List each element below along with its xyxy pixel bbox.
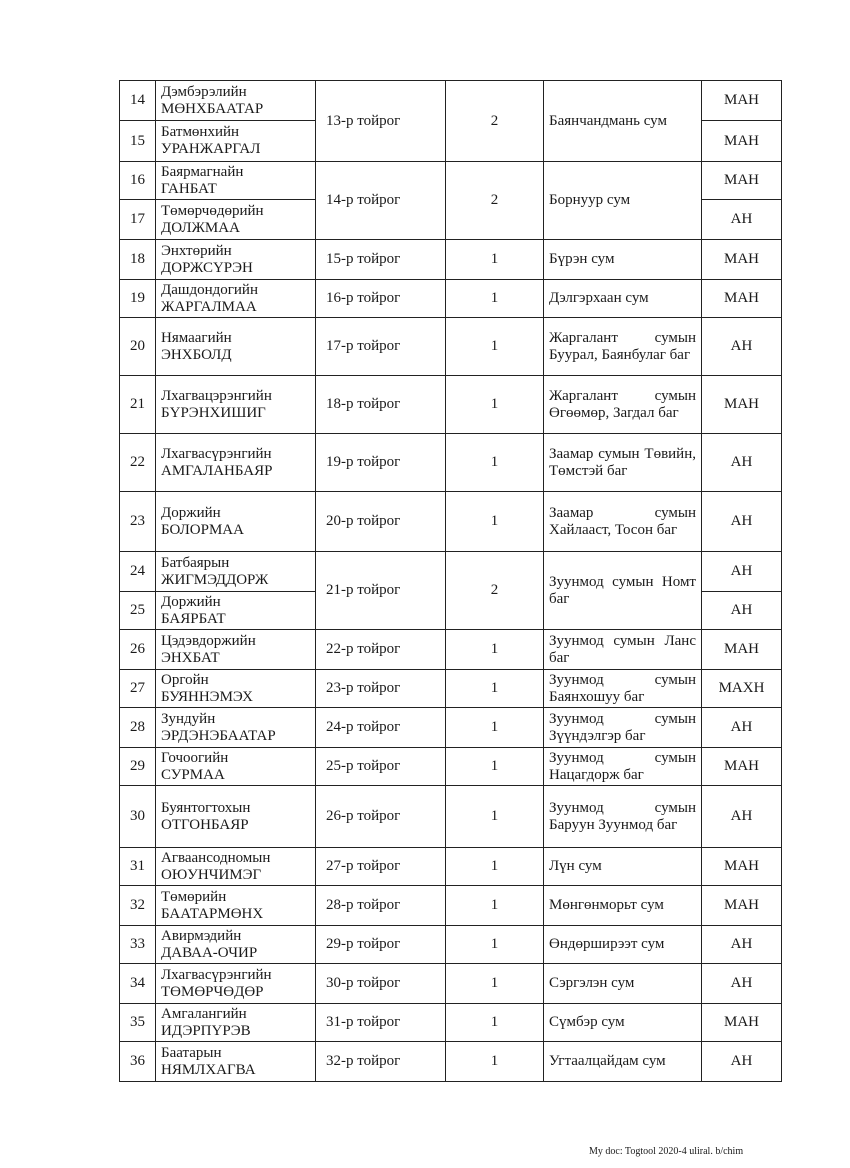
area-cell: Өндөрширээт сум [544,926,702,964]
candidate-name: Зундуйн ЭРДЭНЭБААТАР [156,708,316,748]
row-number: 30 [120,786,156,848]
row-number: 35 [120,1004,156,1042]
area-cell: Дэлгэрхаан сум [544,280,702,318]
party-cell: МАН [702,280,782,318]
seats-cell: 1 [446,1042,544,1082]
seats-cell: 1 [446,280,544,318]
district-cell: 22-р тойрог [316,630,446,670]
table-row [120,786,782,848]
area-cell: Мөнгөнморьт сум [544,886,702,926]
table-row [120,162,782,200]
row-number: 33 [120,926,156,964]
candidate-name: Гочоогийн СУРМАА [156,748,316,786]
seats-cell: 1 [446,926,544,964]
area-cell: Сүмбэр сум [544,1004,702,1042]
area-cell: Угтаалцайдам сум [544,1042,702,1082]
row-number: 23 [120,492,156,552]
district-cell: 18-р тойрог [316,376,446,434]
party-cell: МАН [702,1004,782,1042]
candidate-name: Цэдэвдоржийн ЭНХБАТ [156,630,316,670]
party-cell: АН [702,318,782,376]
district-cell: 19-р тойрог [316,434,446,492]
seats-cell: 1 [446,964,544,1004]
area-cell: Заамар сумын Төвийн, Төмстэй баг [544,434,702,492]
row-number: 36 [120,1042,156,1082]
seats-cell: 1 [446,376,544,434]
candidate-name: Лхагвацэрэнгийн БҮРЭНХИШИГ [156,376,316,434]
district-cell: 31-р тойрог [316,1004,446,1042]
row-number: 17 [120,200,156,240]
candidate-name: Энхтөрийн ДОРЖСҮРЭН [156,240,316,280]
party-cell: АН [702,926,782,964]
party-cell: АН [702,434,782,492]
candidate-name: Доржийн БАЯРБАТ [156,592,316,630]
area-cell: Жаргалант сумын Буурал, Баянбулаг баг [544,318,702,376]
candidate-name: Төмөрийн БААТАРМӨНХ [156,886,316,926]
district-cell: 24-р тойрог [316,708,446,748]
candidate-name: Амгалангийн ИДЭРПҮРЭВ [156,1004,316,1042]
candidate-name: Батбаярын ЖИГМЭДДОРЖ [156,552,316,592]
candidate-name: Баатарын НЯМЛХАГВА [156,1042,316,1082]
area-cell: Жаргалант сумын Өгөөмөр, Загдал баг [544,376,702,434]
candidate-name: Дэмбэрэлийн МӨНХБААТАР [156,81,316,121]
table-row [120,1042,782,1082]
area-cell: Заамар сумын Хайлааст, Тосон баг [544,492,702,552]
seats-cell: 2 [446,552,544,630]
party-cell: МАН [702,630,782,670]
seats-cell: 1 [446,240,544,280]
row-number: 16 [120,162,156,200]
candidate-name: Дашдондогийн ЖАРГАЛМАА [156,280,316,318]
row-number: 26 [120,630,156,670]
party-cell: МАН [702,81,782,121]
row-number: 27 [120,670,156,708]
district-cell: 17-р тойрог [316,318,446,376]
district-cell: 27-р тойрог [316,848,446,886]
district-cell: 23-р тойрог [316,670,446,708]
seats-cell: 2 [446,81,544,162]
district-cell: 15-р тойрог [316,240,446,280]
party-cell: МАН [702,886,782,926]
table-row [120,318,782,376]
row-number: 21 [120,376,156,434]
candidate-name: Авирмэдийн ДАВАА-ОЧИР [156,926,316,964]
party-cell: АН [702,200,782,240]
candidate-name: Батмөнхийн УРАНЖАРГАЛ [156,121,316,162]
district-cell: 25-р тойрог [316,748,446,786]
district-cell: 14-р тойрог [316,162,446,240]
party-cell: МАН [702,121,782,162]
area-cell: Баянчандмань сум [544,81,702,162]
table-row [120,926,782,964]
area-cell: Сэргэлэн сум [544,964,702,1004]
party-cell: МАН [702,748,782,786]
district-cell: 30-р тойрог [316,964,446,1004]
seats-cell: 1 [446,786,544,848]
row-number: 14 [120,81,156,121]
party-cell: АН [702,492,782,552]
party-cell: АН [702,964,782,1004]
candidate-name: Доржийн БОЛОРМАА [156,492,316,552]
district-cell: 29-р тойрог [316,926,446,964]
table-row [120,434,782,492]
seats-cell: 1 [446,492,544,552]
row-number: 29 [120,748,156,786]
table-row [120,240,782,280]
table-row [120,81,782,121]
district-cell: 21-р тойрог [316,552,446,630]
area-cell: Зуунмод сумын Нацагдорж баг [544,748,702,786]
table-row [120,886,782,926]
table-row [120,630,782,670]
party-cell: МАХН [702,670,782,708]
candidate-name: Төмөрчөдөрийн ДОЛЖМАА [156,200,316,240]
row-number: 25 [120,592,156,630]
table-row [120,848,782,886]
area-cell: Зуунмод сумын Ланс баг [544,630,702,670]
table-row [120,748,782,786]
area-cell: Борнуур сум [544,162,702,240]
candidate-name: Баярмагнайн ГАНБАТ [156,162,316,200]
row-number: 32 [120,886,156,926]
party-cell: АН [702,708,782,748]
area-cell: Лүн сум [544,848,702,886]
row-number: 31 [120,848,156,886]
seats-cell: 1 [446,886,544,926]
row-number: 28 [120,708,156,748]
table-row [120,492,782,552]
party-cell: МАН [702,162,782,200]
table-row [120,964,782,1004]
row-number: 20 [120,318,156,376]
seats-cell: 2 [446,162,544,240]
area-cell: Зуунмод сумын Баянхошуу баг [544,670,702,708]
candidate-name: Агваансодномын ОЮУНЧИМЭГ [156,848,316,886]
row-number: 18 [120,240,156,280]
row-number: 24 [120,552,156,592]
seats-cell: 1 [446,670,544,708]
candidates-table [119,80,782,1082]
area-cell: Бүрэн сум [544,240,702,280]
party-cell: МАН [702,240,782,280]
area-cell: Зуунмод сумын Зүүндэлгэр баг [544,708,702,748]
party-cell: АН [702,592,782,630]
table-row [120,670,782,708]
seats-cell: 1 [446,748,544,786]
party-cell: МАН [702,376,782,434]
table-row [120,1004,782,1042]
party-cell: АН [702,786,782,848]
seats-cell: 1 [446,708,544,748]
table-row [120,552,782,592]
district-cell: 16-р тойрог [316,280,446,318]
district-cell: 20-р тойрог [316,492,446,552]
row-number: 19 [120,280,156,318]
area-cell: Зуунмод сумын Номт баг [544,552,702,630]
table-row [120,708,782,748]
candidate-name: Буянтогтохын ОТГОНБАЯР [156,786,316,848]
seats-cell: 1 [446,434,544,492]
table-row [120,280,782,318]
row-number: 15 [120,121,156,162]
seats-cell: 1 [446,848,544,886]
district-cell: 13-р тойрог [316,81,446,162]
row-number: 34 [120,964,156,1004]
party-cell: АН [702,552,782,592]
table-row [120,376,782,434]
candidate-name: Лхагвасүрэнгийн АМГАЛАНБАЯР [156,434,316,492]
seats-cell: 1 [446,318,544,376]
district-cell: 26-р тойрог [316,786,446,848]
candidate-name: Оргойн БУЯННЭМЭХ [156,670,316,708]
row-number: 22 [120,434,156,492]
party-cell: АН [702,1042,782,1082]
seats-cell: 1 [446,1004,544,1042]
district-cell: 32-р тойрог [316,1042,446,1082]
document-footer: My doc: Togtool 2020-4 uliral. b/chim [589,1146,744,1157]
party-cell: МАН [702,848,782,886]
district-cell: 28-р тойрог [316,886,446,926]
candidate-name: Нямаагийн ЭНХБОЛД [156,318,316,376]
seats-cell: 1 [446,630,544,670]
area-cell: Зуунмод сумын Баруун Зуунмод баг [544,786,702,848]
candidate-name: Лхагвасүрэнгийн ТӨМӨРЧӨДӨР [156,964,316,1004]
